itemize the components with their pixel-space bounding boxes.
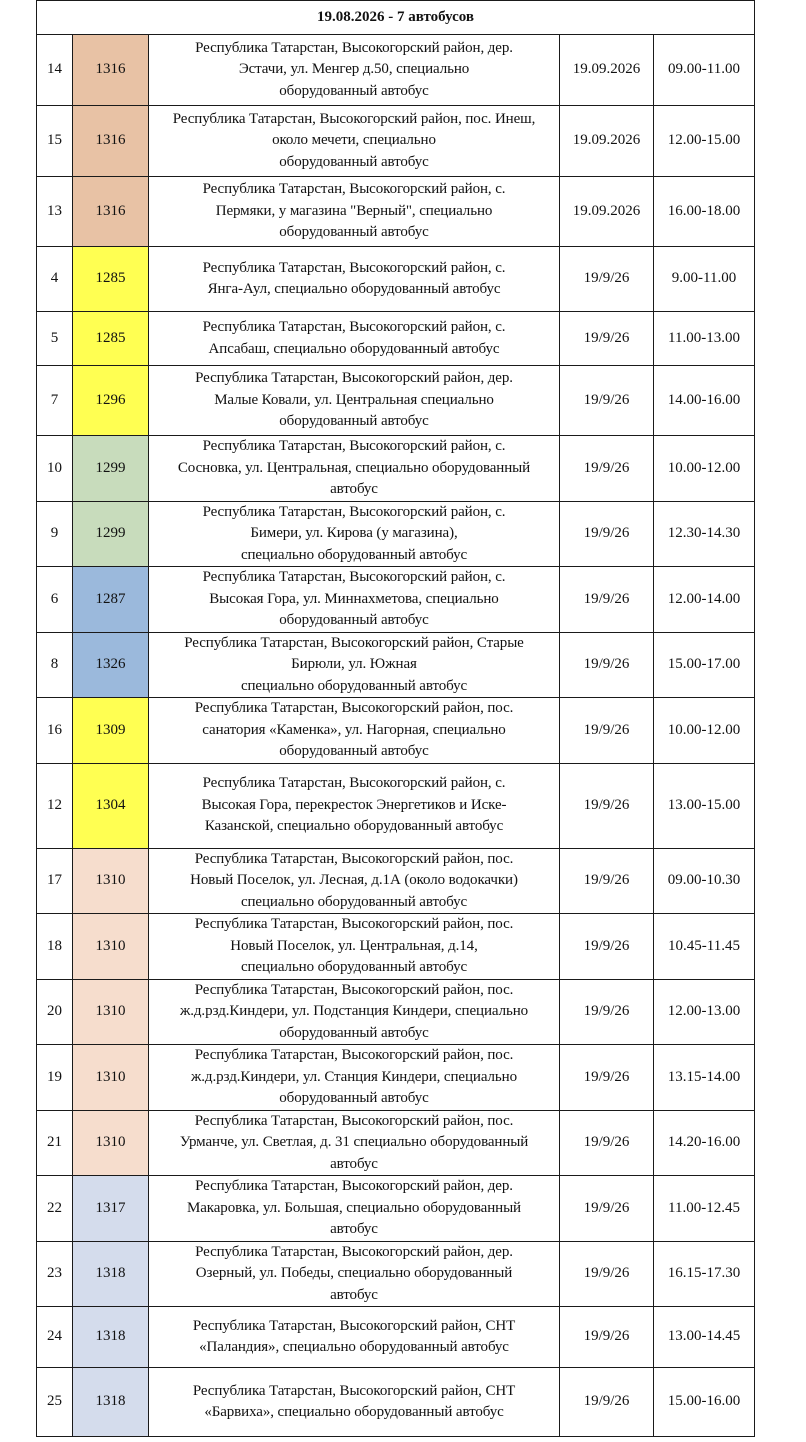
- table-row: [37, 763, 755, 848]
- table-row: [37, 247, 755, 312]
- row-number: 6: [37, 567, 73, 633]
- row-number: 19: [37, 1045, 73, 1111]
- stop-address: Республика Татарстан, Высокогорский район, пос. ж.д.рзд.Киндери, ул. Подстанция Киндери, специально оборудованный автобус: [149, 979, 560, 1045]
- time-window: 15.00-17.00: [654, 632, 755, 698]
- table-row: [37, 632, 755, 698]
- service-date: 19.09.2026: [560, 177, 654, 247]
- schedule-table: [36, 0, 755, 1437]
- stop-address: Республика Татарстан, Высокогорский район, Старые Бирюли, ул. Южная специально оборудованный автобус: [149, 632, 560, 698]
- service-date: 19/9/26: [560, 848, 654, 914]
- table-row: [37, 366, 755, 436]
- stop-address: Республика Татарстан, Высокогорский район, пос. Новый Поселок, ул. Центральная, д.14, специально оборудованный автобус: [149, 914, 560, 980]
- row-number: 24: [37, 1307, 73, 1368]
- stop-address: Республика Татарстан, Высокогорский район, пос. санатория «Каменка», ул. Нагорная, специально оборудованный автобус: [149, 698, 560, 764]
- stop-address: Республика Татарстан, Высокогорский район, с. Янга-Аул, специально оборудованный автобус: [149, 247, 560, 312]
- time-window: 16.00-18.00: [654, 177, 755, 247]
- service-date: 19/9/26: [560, 567, 654, 633]
- route-code: 1310: [73, 1045, 149, 1111]
- time-window: 12.00-14.00: [654, 567, 755, 633]
- stop-address: Республика Татарстан, Высокогорский район, дер. Макаровка, ул. Большая, специально оборудованный автобус: [149, 1176, 560, 1242]
- row-number: 22: [37, 1176, 73, 1242]
- stop-address: Республика Татарстан, Высокогорский район, дер. Эстачи, ул. Менгер д.50, специально оборудованный автобус: [149, 35, 560, 106]
- table-row: [37, 1110, 755, 1176]
- time-window: 13.00-14.45: [654, 1307, 755, 1368]
- time-window: 9.00-11.00: [654, 247, 755, 312]
- row-number: 4: [37, 247, 73, 312]
- route-code: 1299: [73, 436, 149, 502]
- stop-address: Республика Татарстан, Высокогорский район, СНТ «Барвиха», специально оборудованный автобус: [149, 1368, 560, 1437]
- route-code: 1299: [73, 501, 149, 567]
- service-date: 19/9/26: [560, 501, 654, 567]
- service-date: 19/9/26: [560, 1110, 654, 1176]
- service-date: 19/9/26: [560, 914, 654, 980]
- time-window: 13.15-14.00: [654, 1045, 755, 1111]
- service-date: 19/9/26: [560, 247, 654, 312]
- table-row: [37, 848, 755, 914]
- service-date: 19/9/26: [560, 698, 654, 764]
- table-header: 19.08.2026 - 7 автобусов: [37, 1, 755, 35]
- route-code: 1304: [73, 763, 149, 848]
- route-code: 1317: [73, 1176, 149, 1242]
- table-row: [37, 436, 755, 502]
- route-code: 1287: [73, 567, 149, 633]
- stop-address: Республика Татарстан, Высокогорский район, с. Сосновка, ул. Центральная, специально оборудованный автобус: [149, 436, 560, 502]
- service-date: 19.09.2026: [560, 35, 654, 106]
- time-window: 14.00-16.00: [654, 366, 755, 436]
- table-row: [37, 914, 755, 980]
- service-date: 19/9/26: [560, 632, 654, 698]
- stop-address: Республика Татарстан, Высокогорский район, с. Высокая Гора, перекресток Энергетиков и Иске- Казанской, специально оборудованный автобус: [149, 763, 560, 848]
- route-code: 1316: [73, 106, 149, 177]
- row-number: 13: [37, 177, 73, 247]
- row-number: 9: [37, 501, 73, 567]
- time-window: 12.00-15.00: [654, 106, 755, 177]
- route-code: 1318: [73, 1241, 149, 1307]
- route-code: 1326: [73, 632, 149, 698]
- time-window: 09.00-11.00: [654, 35, 755, 106]
- route-code: 1310: [73, 1110, 149, 1176]
- time-window: 10.00-12.00: [654, 698, 755, 764]
- table-row: [37, 979, 755, 1045]
- route-code: 1318: [73, 1307, 149, 1368]
- row-number: 10: [37, 436, 73, 502]
- table-row: [37, 698, 755, 764]
- header-row: [37, 1, 755, 35]
- time-window: 14.20-16.00: [654, 1110, 755, 1176]
- row-number: 14: [37, 35, 73, 106]
- row-number: 16: [37, 698, 73, 764]
- table-row: [37, 106, 755, 177]
- stop-address: Республика Татарстан, Высокогорский район, пос. ж.д.рзд.Киндери, ул. Станция Киндери, специально оборудованный автобус: [149, 1045, 560, 1111]
- service-date: 19/9/26: [560, 979, 654, 1045]
- stop-address: Республика Татарстан, Высокогорский район, дер. Малые Ковали, ул. Центральная специально оборудованный автобус: [149, 366, 560, 436]
- row-number: 17: [37, 848, 73, 914]
- table-row: [37, 35, 755, 106]
- table-row: [37, 1176, 755, 1242]
- service-date: 19/9/26: [560, 312, 654, 366]
- service-date: 19/9/26: [560, 1045, 654, 1111]
- table-row: [37, 1368, 755, 1437]
- service-date: 19/9/26: [560, 1176, 654, 1242]
- service-date: 19.09.2026: [560, 106, 654, 177]
- time-window: 11.00-12.45: [654, 1176, 755, 1242]
- row-number: 8: [37, 632, 73, 698]
- stop-address: Республика Татарстан, Высокогорский район, с. Бимери, ул. Кирова (у магазина), специально оборудованный автобус: [149, 501, 560, 567]
- stop-address: Республика Татарстан, Высокогорский район, дер. Озерный, ул. Победы, специально оборудованный автобус: [149, 1241, 560, 1307]
- row-number: 5: [37, 312, 73, 366]
- row-number: 12: [37, 763, 73, 848]
- route-code: 1310: [73, 979, 149, 1045]
- row-number: 20: [37, 979, 73, 1045]
- row-number: 21: [37, 1110, 73, 1176]
- time-window: 13.00-15.00: [654, 763, 755, 848]
- stop-address: Республика Татарстан, Высокогорский район, с. Высокая Гора, ул. Миннахметова, специально оборудованный автобус: [149, 567, 560, 633]
- time-window: 15.00-16.00: [654, 1368, 755, 1437]
- service-date: 19/9/26: [560, 1368, 654, 1437]
- stop-address: Республика Татарстан, Высокогорский район, СНТ «Паландия», специально оборудованный автобус: [149, 1307, 560, 1368]
- service-date: 19/9/26: [560, 366, 654, 436]
- route-code: 1285: [73, 247, 149, 312]
- stop-address: Республика Татарстан, Высокогорский район, пос. Инеш, около мечети, специально оборудованный автобус: [149, 106, 560, 177]
- table-row: [37, 1307, 755, 1368]
- table-row: [37, 1241, 755, 1307]
- table-row: [37, 312, 755, 366]
- service-date: 19/9/26: [560, 436, 654, 502]
- route-code: 1309: [73, 698, 149, 764]
- route-code: 1296: [73, 366, 149, 436]
- schedule-sheet: [36, 0, 754, 1437]
- time-window: 09.00-10.30: [654, 848, 755, 914]
- row-number: 18: [37, 914, 73, 980]
- route-code: 1285: [73, 312, 149, 366]
- service-date: 19/9/26: [560, 1241, 654, 1307]
- time-window: 10.00-12.00: [654, 436, 755, 502]
- route-code: 1316: [73, 177, 149, 247]
- route-code: 1310: [73, 914, 149, 980]
- row-number: 25: [37, 1368, 73, 1437]
- route-code: 1318: [73, 1368, 149, 1437]
- stop-address: Республика Татарстан, Высокогорский район, с. Пермяки, у магазина "Верный", специально оборудованный автобус: [149, 177, 560, 247]
- table-row: [37, 501, 755, 567]
- row-number: 23: [37, 1241, 73, 1307]
- route-code: 1310: [73, 848, 149, 914]
- service-date: 19/9/26: [560, 1307, 654, 1368]
- time-window: 16.15-17.30: [654, 1241, 755, 1307]
- time-window: 12.00-13.00: [654, 979, 755, 1045]
- stop-address: Республика Татарстан, Высокогорский район, пос. Урманче, ул. Светлая, д. 31 специально оборудованный автобус: [149, 1110, 560, 1176]
- stop-address: Республика Татарстан, Высокогорский район, с. Апсабаш, специально оборудованный автобус: [149, 312, 560, 366]
- table-row: [37, 177, 755, 247]
- time-window: 12.30-14.30: [654, 501, 755, 567]
- row-number: 7: [37, 366, 73, 436]
- service-date: 19/9/26: [560, 763, 654, 848]
- stop-address: Республика Татарстан, Высокогорский район, пос. Новый Поселок, ул. Лесная, д.1А (около водокачки) специально оборудованный автобус: [149, 848, 560, 914]
- time-window: 11.00-13.00: [654, 312, 755, 366]
- time-window: 10.45-11.45: [654, 914, 755, 980]
- route-code: 1316: [73, 35, 149, 106]
- row-number: 15: [37, 106, 73, 177]
- table-row: [37, 1045, 755, 1111]
- table-row: [37, 567, 755, 633]
